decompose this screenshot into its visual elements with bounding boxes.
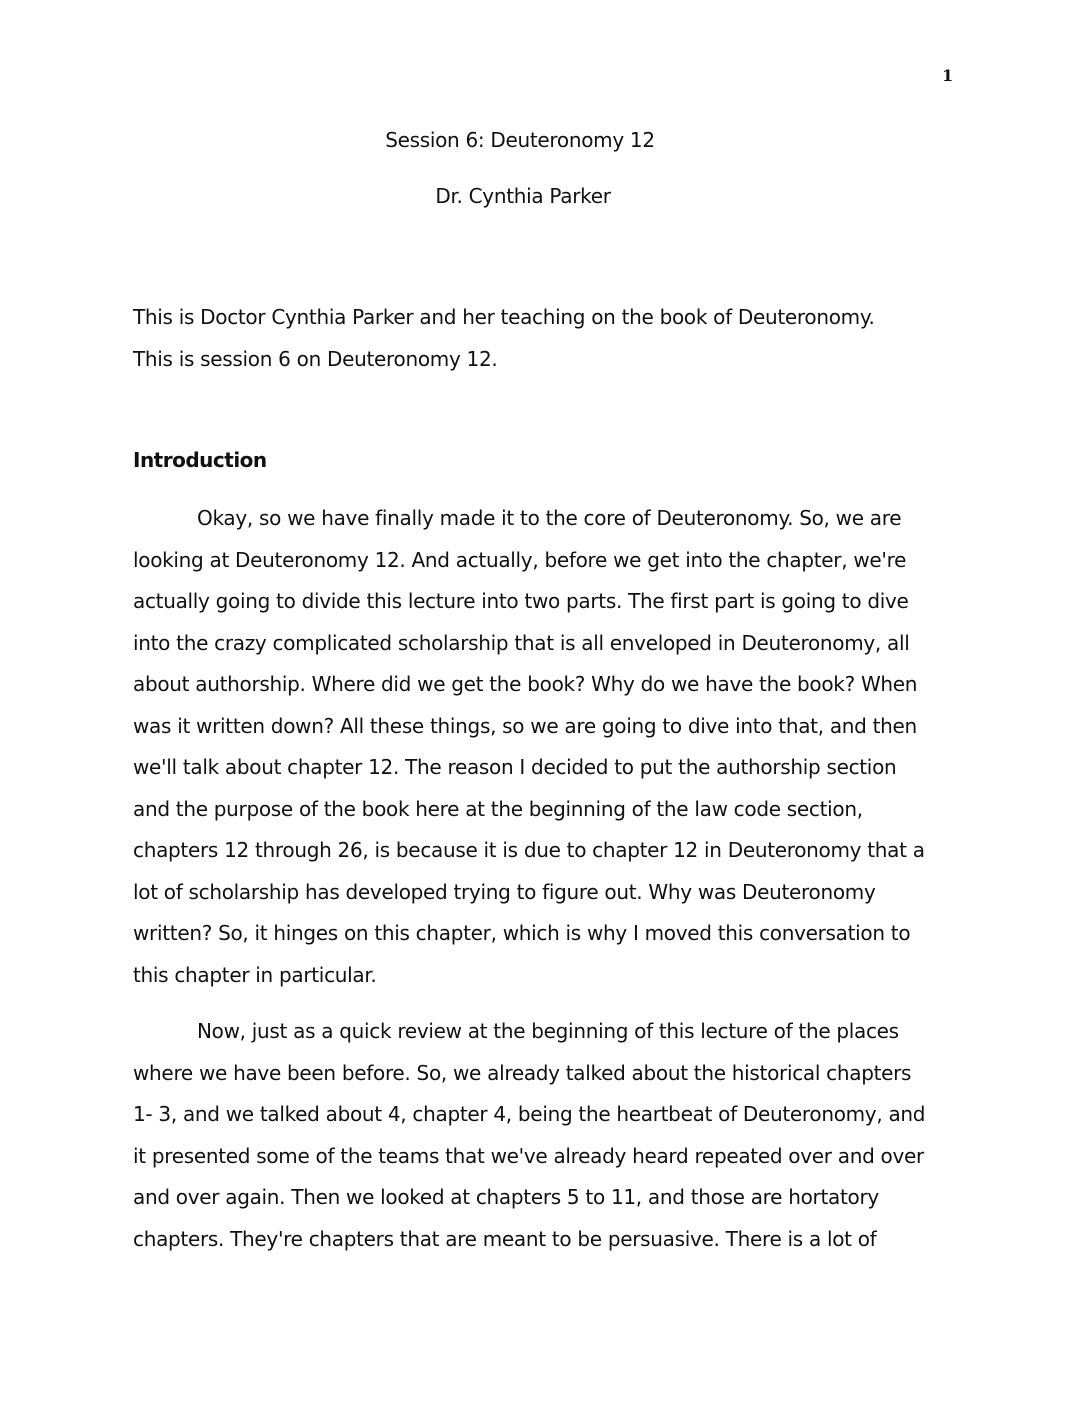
paragraph-line: into the crazy complicated scholarship that is all enveloped in Deuteronomy, all xyxy=(133,630,910,655)
document-title: Session 6: Deuteronomy 12 xyxy=(385,128,655,152)
paragraph-line: Okay, so we have finally made it to the core of Deuteronomy. So, we are xyxy=(197,506,902,530)
document-author: Dr. Cynthia Parker xyxy=(435,184,611,208)
paragraph-line: chapters. They're chapters that are meant to be persuasive. There is a lot of xyxy=(133,1226,877,1251)
paragraph-line: written? So, it hinges on this chapter, which is why I moved this conversation to xyxy=(133,921,911,945)
paragraph-line: about authorship. Where did we get the book? Why do we have the book? When xyxy=(133,672,918,696)
paragraph-line: was it written down? All these things, so we are going to dive into that, and then xyxy=(133,713,917,738)
intro-line: This is session 6 on Deuteronomy 12. xyxy=(133,347,498,371)
paragraph-line: 1- 3, and we talked about 4, chapter 4, being the heartbeat of Deuteronomy, and xyxy=(133,1102,926,1126)
intro-paragraph xyxy=(133,296,963,380)
paragraph-line: it presented some of the teams that we've already heard repeated over and over xyxy=(133,1143,924,1168)
paragraph-line: actually going to divide this lecture into two parts. The first part is going to dive xyxy=(133,589,909,613)
intro-line: This is Doctor Cynthia Parker and her teaching on the book of Deuteronomy. xyxy=(133,305,875,329)
paragraph-line: and the purpose of the book here at the beginning of the law code section, xyxy=(133,796,863,821)
body-paragraph-2 xyxy=(133,1011,963,1260)
body-paragraph-1 xyxy=(133,498,963,996)
paragraph-line: Now, just as a quick review at the beginning of this lecture of the places xyxy=(197,1019,899,1043)
page-number: 1 xyxy=(942,66,954,85)
paragraph-line: chapters 12 through 26, is because it is due to chapter 12 in Deuteronomy that a xyxy=(133,838,925,862)
paragraph-line: this chapter in particular. xyxy=(133,962,377,987)
paragraph-line: looking at Deuteronomy 12. And actually, before we get into the chapter, we're xyxy=(133,547,907,572)
paragraph-line: where we have been before. So, we already talked about the historical chapters xyxy=(133,1060,912,1085)
paragraph-line: we'll talk about chapter 12. The reason I decided to put the authorship section xyxy=(133,755,897,779)
section-heading: Introduction xyxy=(133,448,267,472)
paragraph-line: lot of scholarship has developed trying to figure out. Why was Deuteronomy xyxy=(133,879,876,904)
paragraph-line: and over again. Then we looked at chapters 5 to 11, and those are hortatory xyxy=(133,1185,879,1209)
